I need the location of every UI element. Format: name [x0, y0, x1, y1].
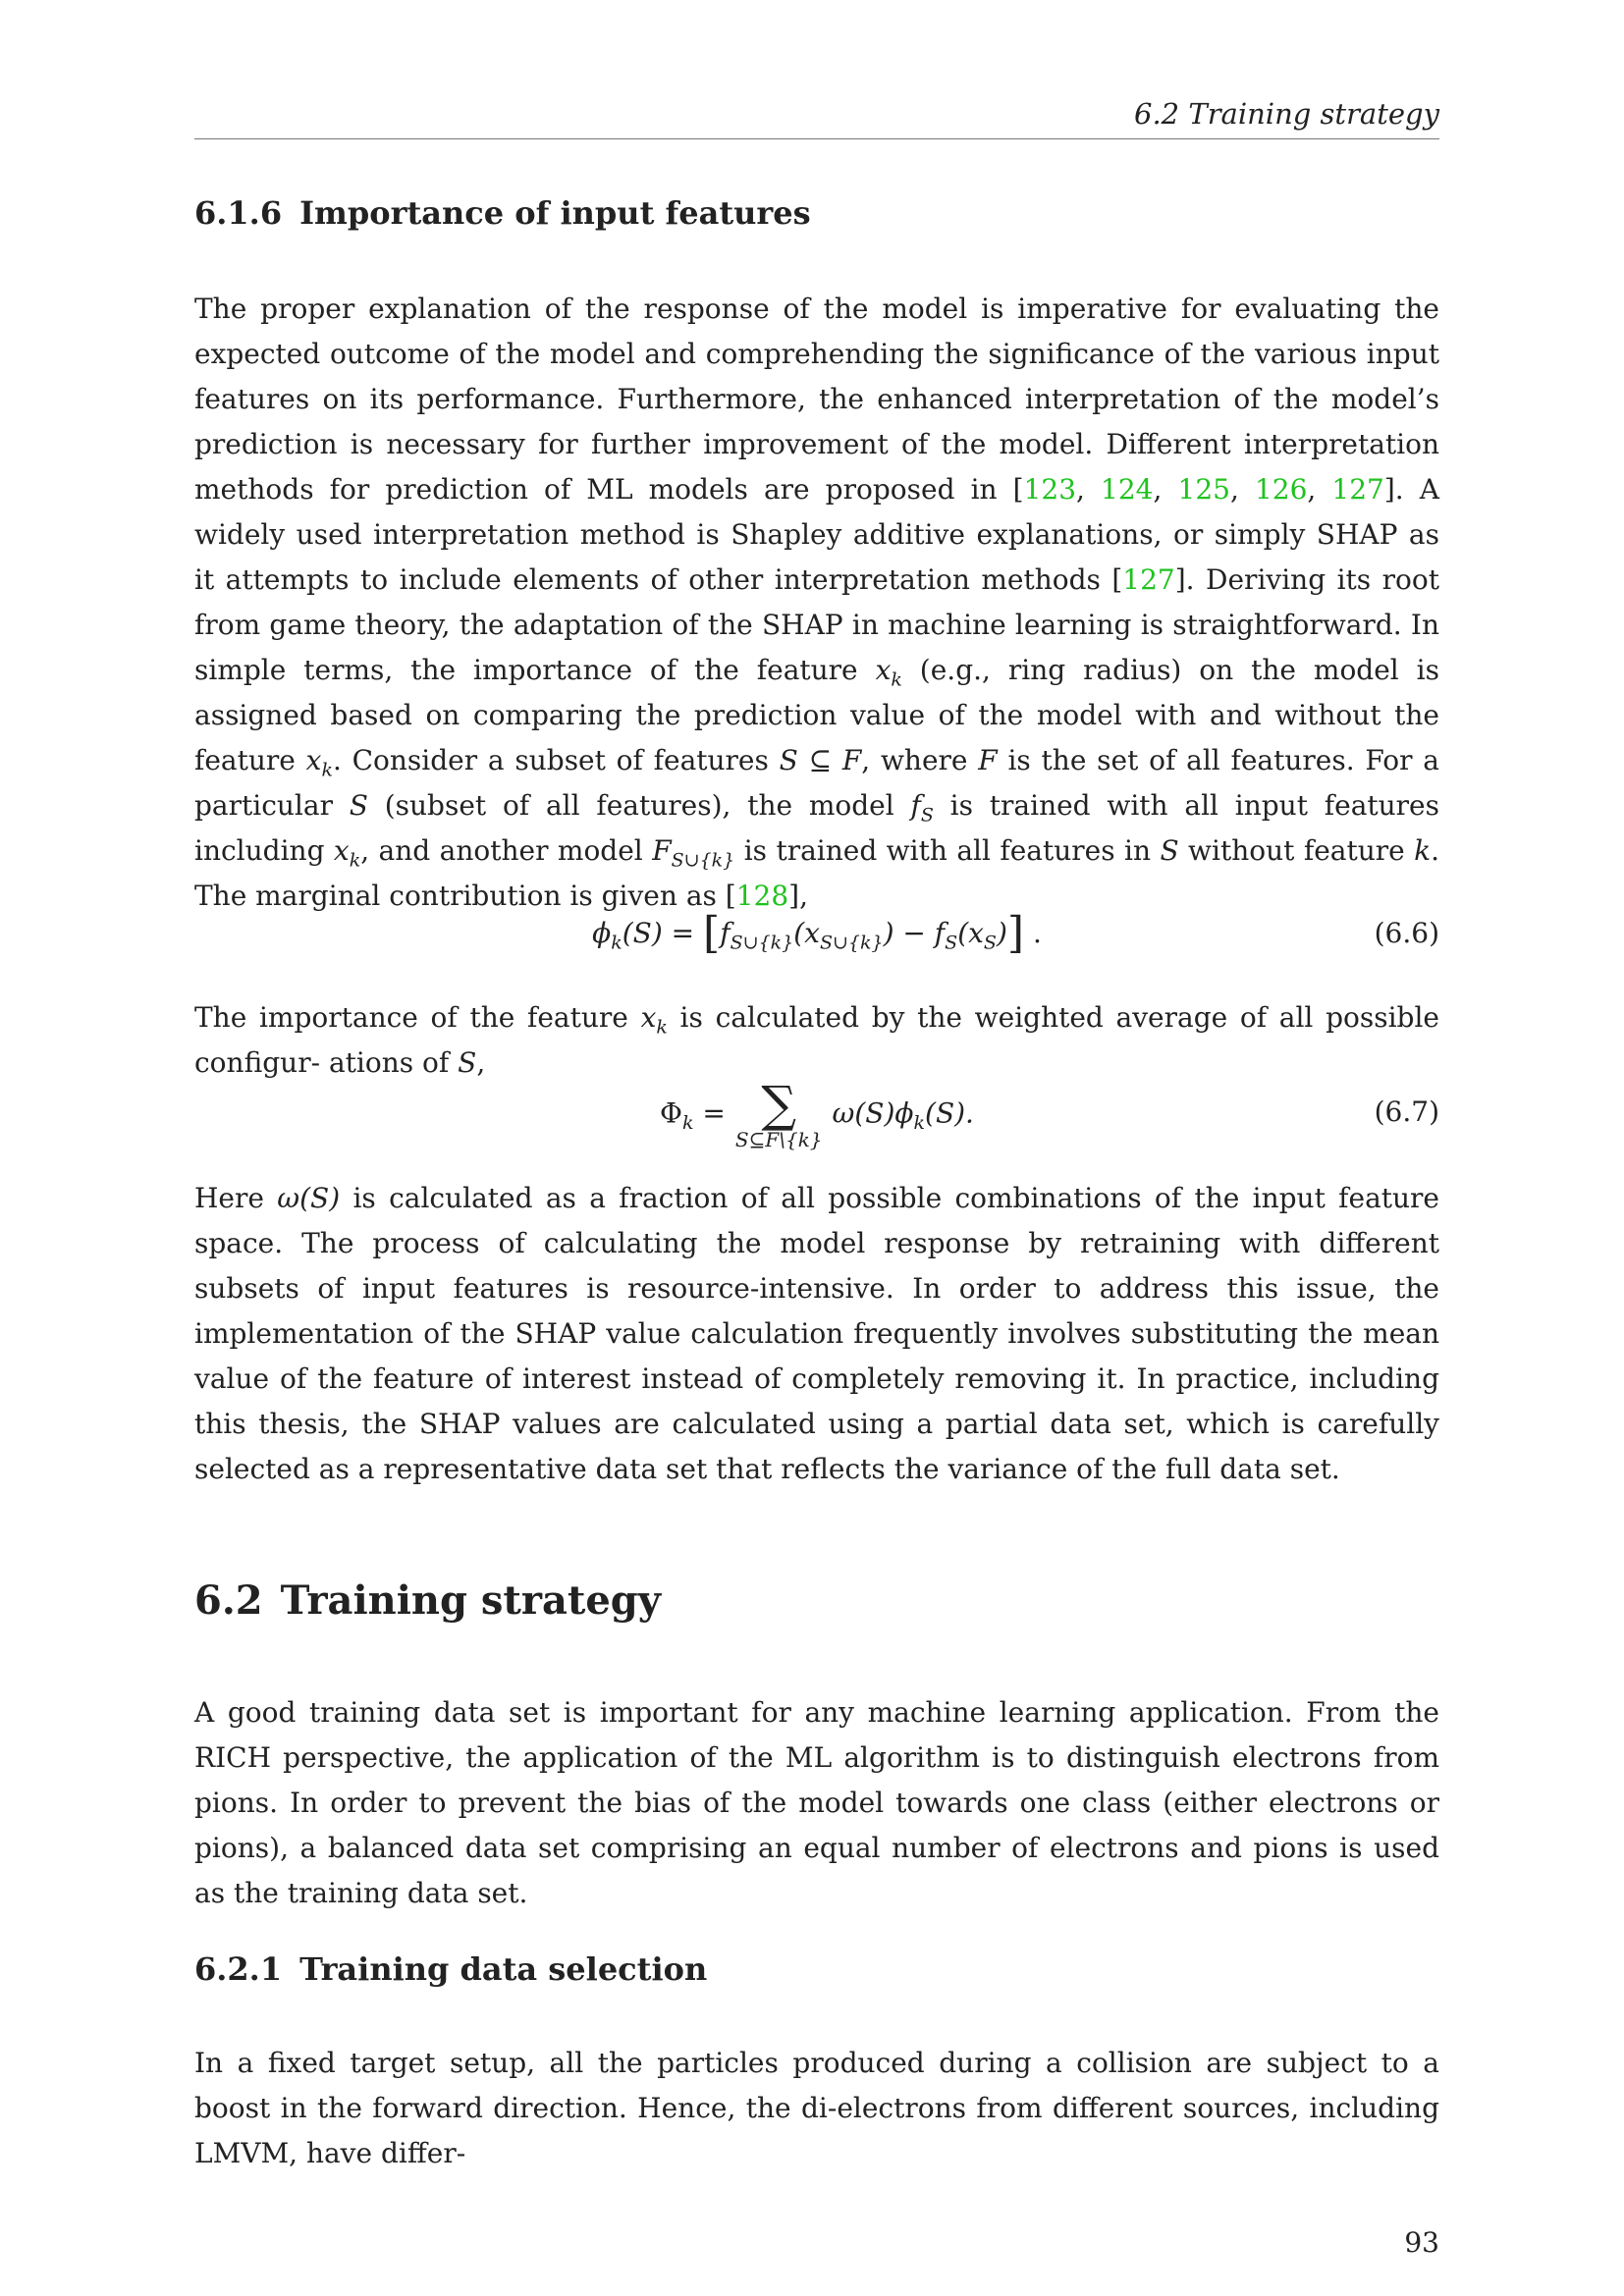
math-omega-S: ω(S): [277, 1182, 341, 1214]
text-run: is calculated as a fraction of all possible combinations of the input feature space. The process of calculating the model response by retraining with different subsets of input features is resource-intensive. In order to address this issue, the implementation of the SHAP value calculation frequently involves substituting the mean value of the feature of interest instead of completely removing it. In practice, including this thesis, the SHAP values are calculated using a partial data set, which is carefully selected as a representative data set that reflects the variance of the full data set.: [194, 1182, 1440, 1485]
summation-symbol: ∑ S⊆F\{k}: [734, 1076, 823, 1151]
section-title: Training strategy: [280, 1577, 662, 1624]
text-run: ,: [476, 1046, 486, 1079]
text-run: , where: [861, 744, 979, 776]
text-run: . Consider a subset of features: [332, 744, 780, 776]
section-heading-6-2: [194, 1576, 661, 1626]
text-run: Here: [194, 1182, 278, 1214]
math-k: k: [1414, 834, 1432, 867]
subsection-title: Importance of input features: [299, 194, 811, 232]
text-run: The proper explanation of the response of the model is imperative for evaluating the expected outcome of the model and comprehending the significance of the various input features on its performance. Furthermore, the enhanced interpretation of the model’s prediction is necessary for further improvement of the model. Different interpretation methods for prediction of ML models are proposed in [: [194, 293, 1439, 506]
subsection-heading-6-1-6: [194, 193, 811, 233]
text-run: is the set of all features. For a particular: [194, 744, 1439, 822]
paragraph-training-data: A good training data set is important for any machine learning application. From the RICH perspective, the application of the ML algorithm is to distinguish electrons from pions. In order to prevent the bias of the model towards one class (either electrons or pions), a balanced data set comprising an equal number of electrons and pions is used as the training data set.: [194, 1696, 1439, 1909]
citation-127[interactable]: 127: [1331, 473, 1384, 506]
math-F: F: [978, 744, 998, 776]
citation-128[interactable]: 128: [735, 880, 789, 912]
equation-6-7: [194, 1076, 1439, 1158]
paragraph-shap-computation: [194, 1176, 1439, 1492]
math-S: S: [458, 1046, 477, 1079]
text-run: is trained with all features in: [734, 834, 1161, 867]
citation-125[interactable]: 125: [1177, 473, 1230, 506]
text-run: The importance of the feature: [194, 1001, 641, 1034]
subsection-number: 6.1.6: [194, 194, 283, 232]
text-run: ],: [788, 880, 808, 912]
math-S: S: [349, 789, 368, 822]
text-run: , and another model: [360, 834, 653, 867]
text-run: (e.g., ring radius) on the model is assigned based on comparing the prediction value of the model with and without the feature: [194, 654, 1440, 776]
subsection-heading-6-2-1: [194, 1949, 707, 1989]
subsection-number: 6.2.1: [194, 1950, 283, 1988]
citation-124[interactable]: 124: [1101, 473, 1154, 506]
text-run: without feature: [1178, 834, 1415, 867]
header-rule: [194, 138, 1439, 139]
paragraph-weighted-average: [194, 995, 1439, 1086]
section-number: 6.2: [194, 1577, 263, 1624]
text-run: ]. A widely used interpretation method is Shapley additive explanations, or simply SHAP as it attempts to include elements of other interpretation methods [: [194, 473, 1439, 596]
text-run: . The marginal contribution is given as [: [194, 834, 1439, 912]
equation-6-6: [194, 908, 1439, 960]
citation-126[interactable]: 126: [1254, 473, 1308, 506]
paragraph-fixed-target: In a fixed target setup, all the particles produced during a collision are subject to a boost in the forward direction. Hence, the di-electrons from different sources, including LMVM, have differ-: [194, 2047, 1439, 2169]
equation-number-6-6: (6.6): [1374, 917, 1439, 949]
math-x-k: $x_k$: [640, 1001, 668, 1039]
citation-127-second[interactable]: 127: [1122, 563, 1175, 596]
equation-6-6-body: $\phi_k(S) = [f_{S\cup\{k\}}(x_{S\cup\{k\}}) - f_S(x_S)]$ .: [592, 908, 1042, 958]
math-F-S-union-k: $F_{S\cup\{k\}}$: [652, 834, 735, 872]
text-run: is calculated by the weighted average of all possible configur- ations of: [194, 1001, 1439, 1079]
math-x-k: $x_k$: [333, 834, 361, 872]
math-S-subset-F: S ⊆ F: [779, 744, 862, 776]
math-x-k: $x_k$: [875, 654, 902, 691]
text-run: is trained with all input features including: [194, 789, 1439, 867]
math-f-S: $f_S$: [910, 789, 934, 827]
citation-123[interactable]: 123: [1023, 473, 1077, 506]
running-header: 6.2 Training strategy: [1134, 97, 1439, 131]
equation-number-6-7: (6.7): [1374, 1095, 1439, 1128]
equation-6-7-body: $\Phi_k$ = ∑ S⊆F\{k} $\omega(S)\phi_k(S)$.: [660, 1076, 974, 1151]
paragraph-shap-intro: The proper explanation of the response of the model is imperative for evaluating the expected outcome of the model and comprehending the significance of the various input features on its performance. Furthermore, the enhanced interpretation of the model’s prediction is necessary for further improvement of the model. Different interpretation methods for prediction of ML models are proposed in [123, 124, 125, 126, 127]. A widely used interpretation method is Shapley additive explanations, or simply SHAP as it attempts to include elements of other interpretation methods [127]. Deriving its root from game theory, the adaptation of the SHAP in machine learning is straightforward. In simple terms, the importance of the feature $x_k$ (e.g., ring radius) on the model is assigned based on comparing the prediction value of the model with and without the feature $x_k$. Consider a subset of features S ⊆ F, where F is the set of all features. For a particular S (subset of all features), the model $f_S$ is trained with all input features including $x_k$, and another model $F_{S\cup\{k\}}$ is trained with all features in S without feature k. The marginal contribution is given as [128],: [194, 293, 1440, 912]
text-run: ]. Deriving its root from game theory, the adaptation of the SHAP in machine learning is straightforward. In simple terms, the importance of the feature: [194, 563, 1439, 686]
math-x-k: $x_k$: [305, 744, 333, 781]
subsection-title: Training data selection: [299, 1950, 708, 1988]
text-run: (subset of all features), the model: [367, 789, 911, 822]
page-number: 93: [1404, 2226, 1439, 2259]
math-S: S: [1160, 834, 1179, 867]
